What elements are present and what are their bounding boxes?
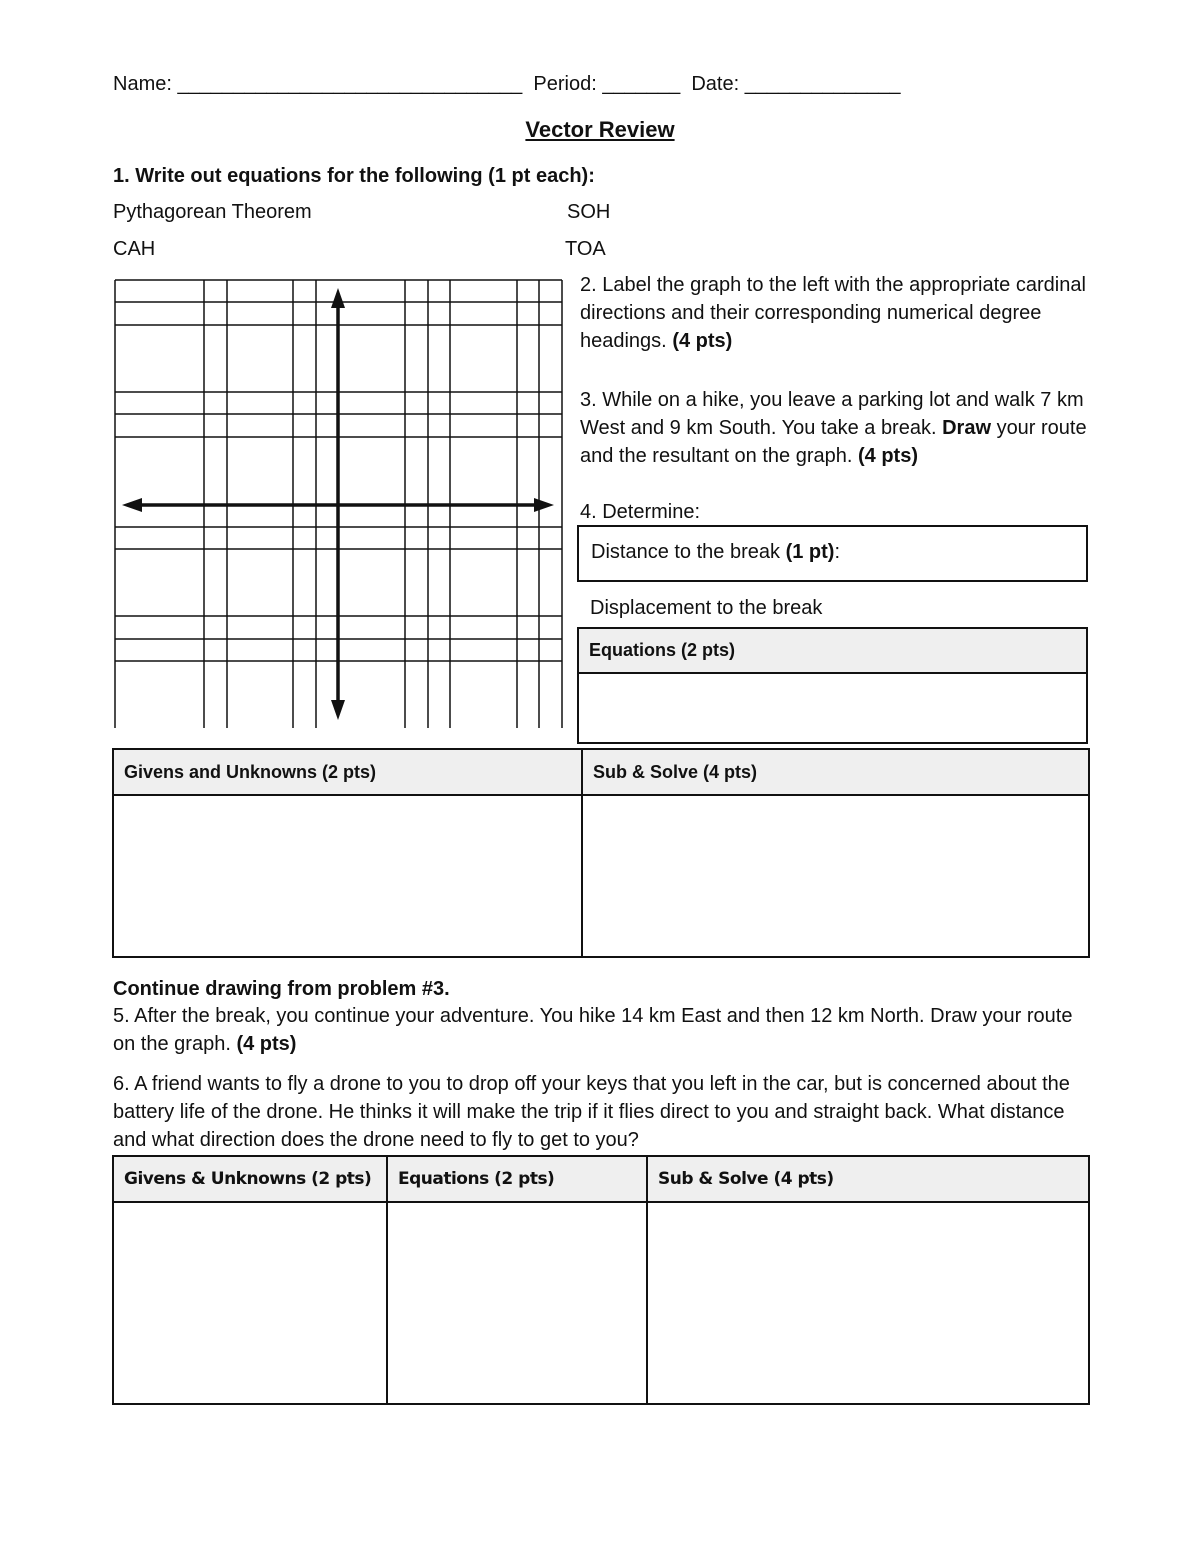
q1-item-soh: SOH — [567, 201, 611, 223]
q4-prompt: 4. Determine: — [580, 501, 701, 523]
q3-body-a: 3. While on a hike, you leave a parking lot and walk 7 km West and 9 km South. You take a break. — [580, 389, 1084, 439]
distance-points: (1 pt) — [785, 541, 835, 563]
q6-equations-header: Equations (2 pts) — [387, 1156, 647, 1202]
givens-cell[interactable] — [113, 795, 582, 957]
arrow-down-icon — [331, 700, 345, 720]
coordinate-grid[interactable] — [110, 276, 570, 732]
q2-text — [580, 271, 1095, 355]
date-label: Date: — [691, 73, 740, 95]
givens-header: Givens and Unknowns (2 pts) — [113, 749, 582, 795]
q3-draw: Draw — [942, 417, 991, 439]
q1-item-cah: CAH — [113, 238, 156, 260]
subsolve-header: Sub & Solve (4 pts) — [582, 749, 1089, 795]
equations-box[interactable] — [577, 627, 1088, 744]
q1-prompt: 1. Write out equations for the following (1 pt each): — [113, 165, 595, 187]
displacement-label: Displacement to the break — [590, 597, 823, 619]
q5-lead: Continue drawing from problem #3. — [113, 978, 450, 1000]
page-title: Vector Review — [525, 117, 675, 142]
period-blank[interactable]: _______ — [602, 73, 681, 95]
q2-body: 2. Label the graph to the left with the appropriate cardinal directions and their corresponding numerical degree headings. — [580, 274, 1086, 352]
subsolve-cell[interactable] — [582, 795, 1089, 957]
q3-body-b: your route and the resultant on the graph. — [580, 417, 1087, 467]
q6-givens-cell[interactable] — [113, 1202, 387, 1404]
q6-equations-cell[interactable] — [387, 1202, 647, 1404]
axes — [138, 304, 538, 704]
q3-text — [580, 386, 1095, 470]
name-label: Name: — [113, 73, 172, 95]
header-line — [113, 72, 900, 96]
q5-points: (4 pts) — [236, 1033, 297, 1055]
date-blank[interactable]: ______________ — [744, 73, 901, 95]
arrow-right-icon — [534, 498, 554, 512]
q6-text: 6. A friend wants to fly a drone to you to drop off your keys that you left in the car, but is concerned about the battery life of the drone. He thinks it will make the trip if it flies direct to you and straight back. What distance and what direction does the drone need to fly to get to you? — [113, 1073, 1070, 1151]
q4-work-table — [112, 748, 1090, 958]
q3-points: (4 pts) — [857, 445, 918, 467]
q1-item-pythagorean: Pythagorean Theorem — [113, 201, 312, 223]
q5-text — [113, 1002, 1083, 1058]
q6-work-table — [112, 1155, 1090, 1405]
arrow-left-icon — [122, 498, 142, 512]
arrow-up-icon — [331, 288, 345, 308]
period-label: Period: — [533, 73, 597, 95]
distance-colon: : — [834, 541, 841, 563]
q5-body: 5. After the break, you continue your adventure. You hike 14 km East and then 12 km North. Draw your route on the graph. — [113, 1005, 1073, 1055]
distance-box[interactable] — [577, 525, 1088, 582]
q2-points: (4 pts) — [672, 330, 733, 352]
distance-label: Distance to the break — [591, 541, 780, 563]
q6-subsolve-header: Sub & Solve (4 pts) — [647, 1156, 1089, 1202]
q1-item-toa: TOA — [565, 238, 606, 260]
q6-subsolve-cell[interactable] — [647, 1202, 1089, 1404]
equations-header: Equations (2 pts) — [579, 629, 1086, 674]
q6-givens-header: Givens & Unknowns (2 pts) — [113, 1156, 387, 1202]
name-blank[interactable]: _______________________________ — [177, 73, 523, 95]
